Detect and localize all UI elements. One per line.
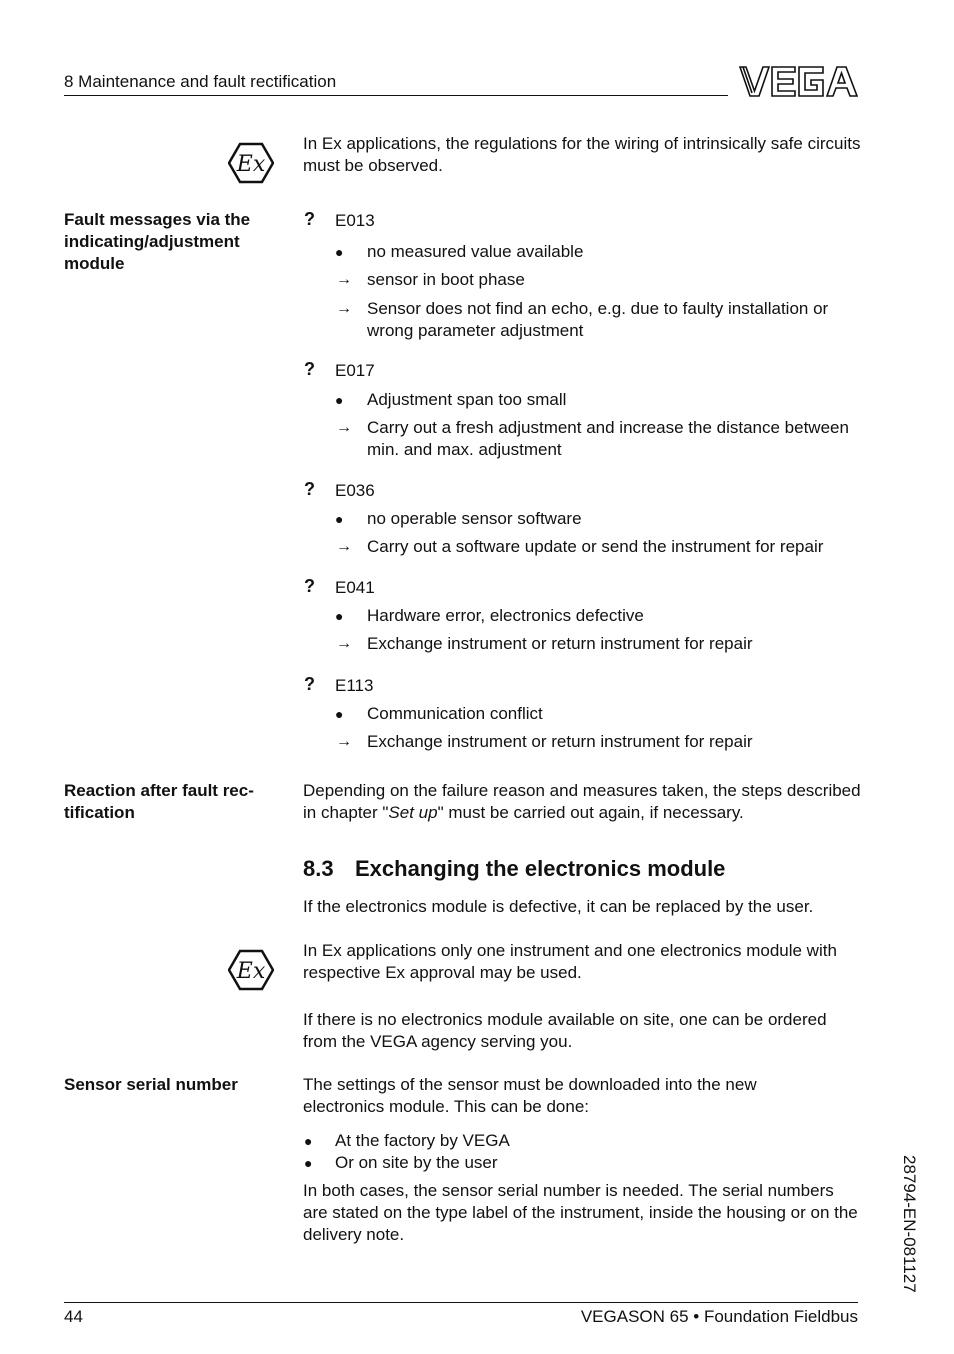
fault-action: sensor in boot phase (367, 270, 525, 289)
arrow-right-icon: → (336, 538, 352, 555)
ex-protection-icon (228, 949, 274, 991)
fault-cause: no measured value available (367, 242, 584, 261)
arrow-right-icon: → (336, 300, 352, 317)
bullet-icon: ● (304, 1155, 313, 1171)
section-number: 8.3 (303, 856, 334, 881)
fault-action: Carry out a fresh adjustment and increase the distance between min. and max. adjustment (367, 418, 849, 459)
fault-action: Sensor does not find an echo, e.g. due to faulty installation or wrong parameter adjustment (367, 299, 829, 340)
fault-code: E017 (335, 361, 375, 380)
reaction-text-before: Depending on the failure reason and measures taken, the steps described in chapter " (303, 781, 861, 822)
setup-chapter-reference: Set up (388, 803, 438, 822)
fault-action: Carry out a software update or send the instrument for repair (367, 537, 824, 556)
svg-text:Ex: Ex (236, 152, 266, 177)
sidebar-reaction: Reaction after fault rec-tification (64, 781, 254, 822)
fault-code: E013 (335, 211, 375, 230)
fault-cause: Communication conflict (367, 704, 543, 723)
footer-rule (64, 1302, 858, 1303)
question-icon: ? (304, 674, 315, 694)
section-heading (303, 855, 725, 883)
ex-approval-note: In Ex applications only one instrument and one electronics module with respective Ex approval may be used. (303, 941, 837, 982)
fault-code: E041 (335, 578, 375, 597)
order-note: If there is no electronics module available on site, one can be ordered from the VEGA agency serving you. (303, 1010, 827, 1051)
fault-code: E113 (335, 676, 374, 695)
document-id: 28794-EN-081127 (900, 1155, 919, 1293)
serial-option: Or on site by the user (335, 1153, 498, 1172)
bullet-icon: ● (335, 392, 344, 408)
question-icon: ? (304, 209, 315, 229)
reaction-text-after: " must be carried out again, if necessary. (437, 803, 744, 822)
reaction-paragraph (303, 780, 863, 824)
fault-action: Exchange instrument or return instrument for repair (367, 732, 753, 751)
question-icon: ? (304, 359, 315, 379)
fault-cause: Adjustment span too small (367, 390, 567, 409)
ex-wiring-note: In Ex applications, the regulations for the wiring of intrinsically safe circuits must be observed. (303, 134, 861, 175)
page-number: 44 (64, 1307, 83, 1326)
arrow-right-icon: → (336, 271, 352, 288)
bullet-icon: ● (304, 1133, 313, 1149)
ex-protection-icon (228, 142, 274, 184)
fault-cause: no operable sensor software (367, 509, 582, 528)
bullet-icon: ● (335, 244, 344, 260)
bullet-icon: ● (335, 706, 344, 722)
bullet-icon: ● (335, 511, 344, 527)
section-title: Exchanging the electronics module (355, 856, 726, 881)
serial-note: In both cases, the sensor serial number is needed. The serial numbers are stated on the type label of the instrument, inside the housing or on the delivery note. (303, 1181, 858, 1244)
fault-action: Exchange instrument or return instrument for repair (367, 634, 753, 653)
fault-code: E036 (335, 481, 375, 500)
arrow-right-icon: → (336, 733, 352, 750)
serial-intro: The settings of the sensor must be downloaded into the new electronics module. This can be done: (303, 1075, 757, 1116)
svg-text:Ex: Ex (236, 959, 266, 984)
header-section-title: 8 Maintenance and fault rectification (64, 72, 337, 91)
sidebar-serial-number: Sensor serial number (64, 1075, 238, 1094)
sidebar-fault-messages: Fault messages via the indicating/adjustment module (64, 210, 251, 273)
fault-cause: Hardware error, electronics defective (367, 606, 644, 625)
serial-option: At the factory by VEGA (335, 1131, 510, 1150)
bullet-icon: ● (335, 608, 344, 624)
arrow-right-icon: → (336, 635, 352, 652)
question-icon: ? (304, 576, 315, 596)
header-rule (64, 95, 728, 96)
footer-product: VEGASON 65 • Foundation Fieldbus (580, 1307, 858, 1326)
section-intro: If the electronics module is defective, it can be replaced by the user. (303, 897, 814, 916)
arrow-right-icon: → (336, 419, 352, 436)
vega-logo (739, 65, 858, 98)
question-icon: ? (304, 479, 315, 499)
